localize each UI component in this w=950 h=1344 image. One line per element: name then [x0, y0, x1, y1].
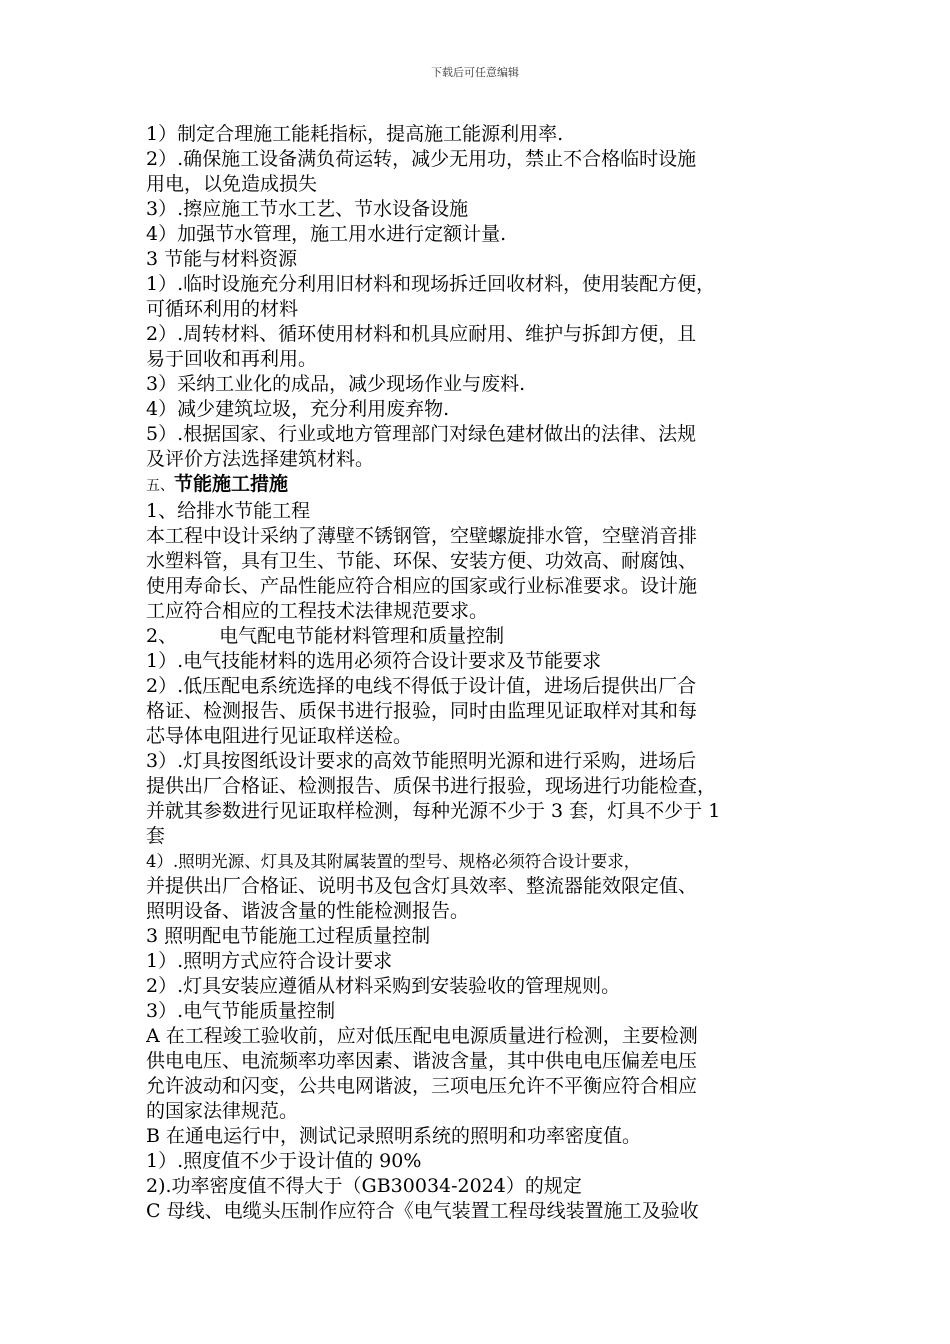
text-line: 使用寿命长、产品性能应符合相应的国家或行业标准要求。设计施 — [146, 575, 698, 597]
text-line: 5）.根据国家、行业或地方管理部门对绿色建材做出的法律、法规 — [146, 423, 697, 445]
text-line: 4）.照明光源、灯具及其附属装置的型号、规格必须符合设计要求， — [146, 852, 641, 871]
text-line: 的国家法律规范。 — [146, 1100, 299, 1122]
document-body — [146, 122, 814, 1224]
text-line: 工应符合相应的工程技术法律规范要求。 — [146, 600, 489, 622]
page-header: 下载后可任意编辑 — [431, 66, 519, 79]
text-line: 1）制定合理施工能耗指标，提高施工能源利用率. — [146, 123, 564, 145]
text-line: 本工程中设计采纳了薄壁不锈钢管，空壁螺旋排水管，空壁消音排 — [146, 525, 698, 547]
subsection-number: 2、 — [146, 625, 178, 647]
text-line: 3）.灯具按图纸设计要求的高效节能照明光源和进行采购，进场后 — [146, 750, 697, 772]
text-line: 用电，以免造成损失 — [146, 173, 318, 195]
text-line: 供电电压、电流频率功率因素、谐波含量，其中供电电压偏差电压 — [146, 1050, 698, 1072]
text-line: 及评价方法选择建筑材料。 — [146, 448, 375, 470]
text-line: 3 节能与材料资源 — [146, 248, 298, 270]
section-title: 节能施工措施 — [174, 473, 289, 495]
text-line: 4）减少建筑垃圾，充分利用废弃物. — [146, 398, 450, 420]
text-line: C 母线、电缆头压制作应符合《电气装置工程母线装置施工及验收 — [146, 1200, 699, 1222]
text-line: 套 — [146, 825, 166, 847]
text-line: 4）加强节水管理，施工用水进行定额计量. — [146, 223, 507, 245]
text-line: 2）.确保施工设备满负荷运转，减少无用功，禁止不合格临时设施 — [146, 148, 697, 170]
text-line: 并就其参数进行见证取样检测，每种光源不少于 3 套，灯具不少于 1 — [146, 800, 721, 822]
text-line: 3）.电气节能质量控制 — [146, 1000, 336, 1022]
section-heading — [146, 472, 814, 499]
text-line: 2).功率密度值不得大于（GB30034-2024）的规定 — [146, 1175, 582, 1197]
text-line: 1）.临时设施充分利用旧材料和现场拆迁回收材料，使用装配方便， — [146, 273, 716, 295]
text-line: 2）.灯具安装应遵循从材料采购到安装验收的管理规则。 — [146, 975, 621, 997]
text-line: 1）.照明方式应符合设计要求 — [146, 950, 393, 972]
text-line: 格证、检测报告、质保书进行报验，同时由监理见证取样对其和每 — [146, 700, 698, 722]
text-line: 1）.照度值不少于设计值的 90% — [146, 1150, 422, 1172]
text-line: 允许波动和闪变，公共电网谐波，三项电压允许不平衡应符合相应 — [146, 1075, 698, 1097]
text-line: 2）.周转材料、循环使用材料和机具应耐用、维护与拆卸方便，且 — [146, 323, 697, 345]
text-line: 提供出厂合格证、检测报告、质保书进行报验，现场进行功能检查， — [146, 775, 717, 797]
text-line: B 在通电运行中，测试记录照明系统的照明和功率密度值。 — [146, 1125, 642, 1147]
text-line: 1、给排水节能工程 — [146, 500, 311, 522]
text-line: 芯导体电阻进行见证取样送检。 — [146, 725, 413, 747]
text-line: 2）.低压配电系统选择的电线不得低于设计值，进场后提供出厂合 — [146, 675, 697, 697]
section-number: 五、 — [146, 478, 174, 494]
text-line: A 在工程竣工验收前，应对低压配电电源质量进行检测，主要检测 — [146, 1025, 698, 1047]
text-line: 3）采纳工业化的成品，减少现场作业与废料. — [146, 373, 526, 395]
subsection-heading — [146, 624, 814, 649]
text-line: 易于回收和再利用。 — [146, 348, 318, 370]
text-line: 照明设备、谐波含量的性能检测报告。 — [146, 900, 470, 922]
text-line: 3）.擦应施工节水工艺、节水设备设施 — [146, 198, 469, 220]
text-line: 水塑料管，具有卫生、节能、环保、安装方便、功效高、耐腐蚀、 — [146, 550, 698, 572]
text-line: 3 照明配电节能施工过程质量控制 — [146, 925, 431, 947]
text-line: 可循环利用的材料 — [146, 298, 299, 320]
subsection-title: 电气配电节能材料管理和质量控制 — [219, 625, 505, 647]
text-line: 并提供出厂合格证、说明书及包含灯具效率、整流器能效限定值、 — [146, 875, 698, 897]
text-line: 1）.电气技能材料的选用必须符合设计要求及节能要求 — [146, 650, 602, 672]
